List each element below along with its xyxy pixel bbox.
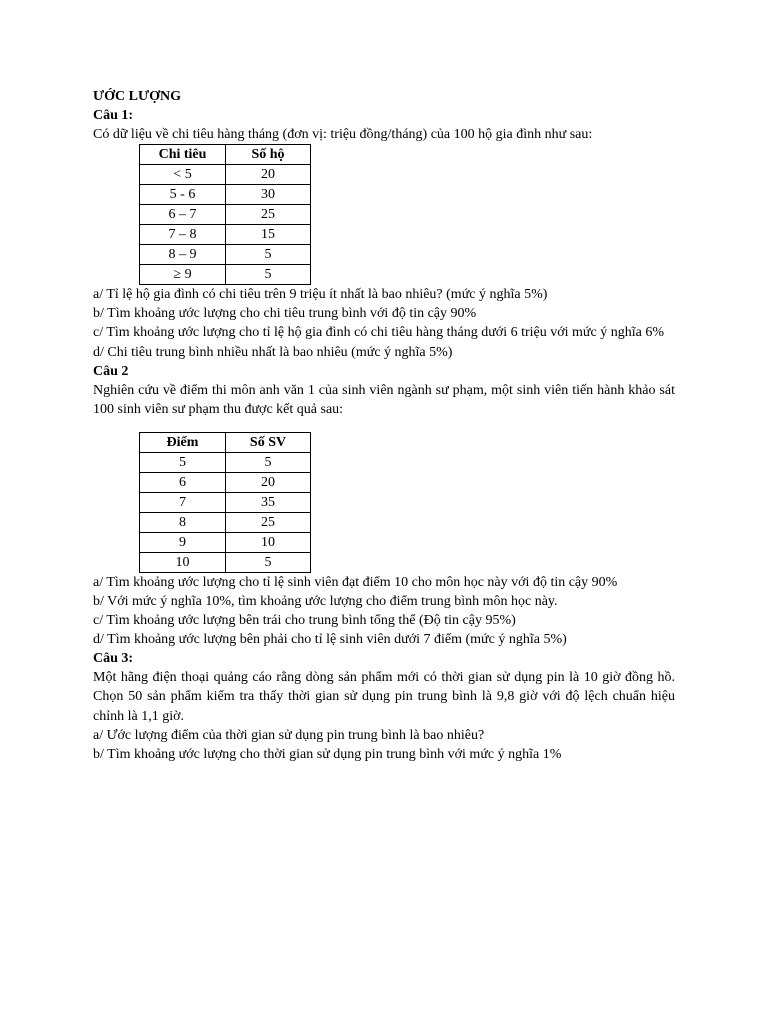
q2-header-diem: Điểm — [140, 432, 226, 452]
table-row — [140, 552, 311, 572]
q2-part-a: a/ Tìm khoảng ước lượng cho tỉ lệ sinh viên đạt điểm 10 cho môn học này với độ tin cậy 90% — [93, 574, 618, 590]
q1-cell: 5 - 6 — [140, 185, 226, 205]
q2-part-c: c/ Tìm khoảng ước lượng bên trái cho trung bình tổng thể (Độ tin cậy 95%) — [93, 612, 516, 628]
q2-cell: 25 — [226, 512, 311, 532]
q2-table-header-row — [140, 432, 311, 452]
q3-intro: Một hãng điện thoại quảng cáo rằng dòng sản phẩm mới có thời gian sử dụng pin là 10 giờ đồng hồ. Chọn 50 sản phẩm kiểm tra thấy thời gian sử dụng pin trung bình là 9,8 giờ với độ lệch chuẩn hiệu chỉnh là 1,1 giờ. — [93, 669, 675, 724]
q1-table-header-row — [140, 145, 311, 165]
q1-header-chi-tieu: Chi tiêu — [140, 145, 226, 165]
q1-intro: Có dữ liệu về chi tiêu hàng tháng (đơn vị: triệu đồng/tháng) của 100 hộ gia đình như sau: — [93, 127, 593, 142]
document-title: ƯỚC LƯỢNG — [93, 89, 182, 104]
q1-heading: Câu 1: — [93, 108, 134, 123]
q1-part-b: b/ Tìm khoảng ước lượng cho chi tiêu trung bình với độ tin cậy 90% — [93, 306, 477, 321]
table-row — [140, 512, 311, 532]
q1-part-a: a/ Tỉ lệ hộ gia đình có chi tiêu trên 9 triệu ít nhất là bao nhiêu? (mức ý nghĩa 5%) — [93, 287, 548, 302]
q2-intro: Nghiên cứu về điểm thi môn anh văn 1 của sinh viên ngành sư phạm, một sinh viên tiến hành khảo sát 100 sinh viên sư phạm thu được kết quả sau: — [93, 382, 675, 417]
q1-table — [139, 144, 311, 285]
q1-cell: 6 – 7 — [140, 205, 226, 225]
q1-cell: 20 — [226, 165, 311, 185]
q1-cell: 25 — [226, 205, 311, 225]
q1-cell: 30 — [226, 185, 311, 205]
table-row — [140, 205, 311, 225]
q1-cell: 8 – 9 — [140, 245, 226, 265]
document-page — [93, 87, 675, 764]
q2-cell: 6 — [140, 472, 226, 492]
q2-cell: 35 — [226, 492, 311, 512]
q1-cell: 5 — [226, 265, 311, 285]
q2-cell: 10 — [140, 552, 226, 572]
q2-cell: 10 — [226, 532, 311, 552]
table-row — [140, 265, 311, 285]
q2-part-d: d/ Tìm khoảng ước lượng bên phải cho tỉ lệ sinh viên dưới 7 điểm (mức ý nghĩa 5%) — [93, 631, 567, 647]
q2-cell: 7 — [140, 492, 226, 512]
q2-cell: 20 — [226, 472, 311, 492]
q2-heading: Câu 2 — [93, 363, 129, 379]
q2-cell: 5 — [226, 552, 311, 572]
table-row — [140, 452, 311, 472]
q1-part-c: c/ Tìm khoảng ước lượng cho tỉ lệ hộ gia đình có chi tiêu hàng tháng dưới 6 triệu với mức ý nghĩa 6% — [93, 325, 664, 340]
q1-cell: < 5 — [140, 165, 226, 185]
q3-part-a: a/ Ước lượng điểm của thời gian sử dụng pin trung bình là bao nhiêu? — [93, 728, 485, 743]
q2-cell: 8 — [140, 512, 226, 532]
q3-heading: Câu 3: — [93, 650, 134, 666]
q1-cell: 5 — [226, 245, 311, 265]
q2-cell: 5 — [226, 452, 311, 472]
q2-cell: 9 — [140, 532, 226, 552]
table-row — [140, 472, 311, 492]
table-row — [140, 165, 311, 185]
q1-cell: 15 — [226, 225, 311, 245]
table-row — [140, 492, 311, 512]
table-row — [140, 532, 311, 552]
q2-header-so-sv: Số SV — [226, 432, 311, 452]
spacer — [93, 420, 675, 432]
table-row — [140, 225, 311, 245]
table-row — [140, 245, 311, 265]
q1-cell: ≥ 9 — [140, 265, 226, 285]
q1-part-d: d/ Chi tiêu trung bình nhiều nhất là bao nhiêu (mức ý nghĩa 5%) — [93, 344, 453, 360]
q2-part-b: b/ Với mức ý nghĩa 10%, tìm khoảng ước lượng cho điểm trung bình môn học này. — [93, 593, 558, 609]
q2-table — [139, 432, 311, 573]
q3-part-b: b/ Tìm khoảng ước lượng cho thời gian sử dụng pin trung bình với mức ý nghĩa 1% — [93, 747, 562, 762]
table-row — [140, 185, 311, 205]
q1-cell: 7 – 8 — [140, 225, 226, 245]
q2-cell: 5 — [140, 452, 226, 472]
q1-header-so-ho: Số hộ — [226, 145, 311, 165]
